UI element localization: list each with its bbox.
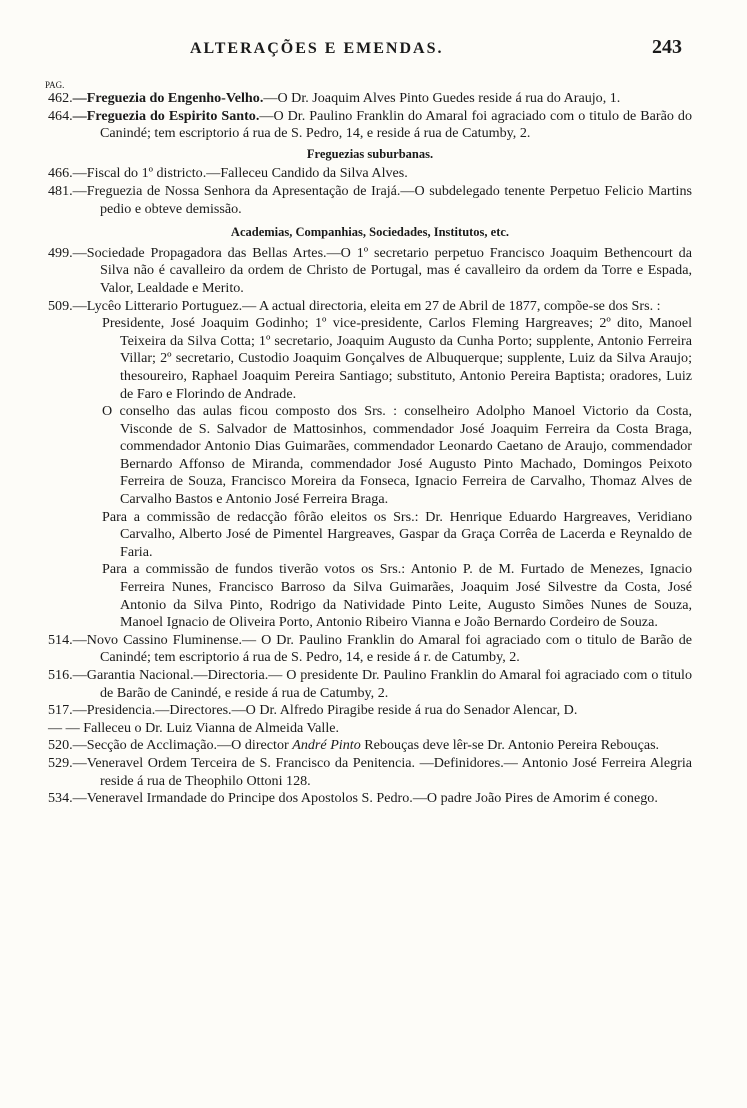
entry-509-funds: Para a commissão de fundos tiverão votos os Srs.: Antonio P. de M. Furtado de Menezes, Ignacio Ferreira Nunes, Francisco Barroso da Silva Guimarães, Joaquim José Silvestre da Costa, José Antonio da Silva Pinto, Rodrigo da Natividade Pinto Leite, Augusto Simões Nunes de Souza, Manoel Ignacio de Oliveira Porto, Antonio Ribeiro Vianna e João Bernardo Cordeiro de Souza.	[102, 561, 692, 631]
entry-509-directory: Presidente, José Joaquim Godinho; 1º vice-presidente, Carlos Fleming Hargreaves; 2º dito, Manoel Teixeira da Silva Cotta; 1º secretario, Joaquim Augusto da Cunha Porto; supplente, Antonio Ferreira Villar; 2º secretario, Custodio Joaquim Gonçalves de Albuquerque; supplente, Luiz da Silva Araujo; thesoureiro, Raphael Joaquim Pereira Santiago; substituto, Antonio Pereira Baptista; oradores, Luiz de Faro e Florindo de Andrade.	[102, 315, 692, 402]
entry-499: 499.—Sociedade Propagadora das Bellas Artes.—O 1º secretario perpetuo Francisco Joaquim Bethencourt da Silva não é cavalleiro da ordem de Christo de Portugal, mas é cavalleiro da ordem da Torre e Espada, Valor, Lealdade e Merito.	[48, 244, 692, 296]
entry-514: 514.—Novo Cassino Fluminense.— O Dr. Paulino Franklin do Amaral foi agraciado com o titulo de Barão de Canindé; tem escriptorio á rua de S. Pedro, 14, e reside á r. de Catumby, 2.	[48, 631, 693, 666]
entry-509: 509.—Lycêo Litterario Portuguez.— A actual directoria, eleita em 27 de Abril de 1877, compõe-se dos Srs. :	[48, 297, 661, 314]
entry-481: 481.—Freguezia de Nossa Senhora da Apresentação de Irajá.—O subdelegado tenente Perpetuo Felicio Martins pedio e obteve demissão.	[48, 182, 692, 217]
entry-509-redaction: Para a commissão de redacção fôrão eleitos os Srs.: Dr. Henrique Eduardo Hargreaves, Veridiano Carvalho, Alberto José de Pimentel Hargreaves, Gaspar da Graça Corrêa de Lacerda e Reynaldo de Faria.	[102, 508, 692, 560]
entry-516: 516.—Garantia Nacional.—Directoria.— O presidente Dr. Paulino Franklin do Amaral foi agraciado com o titulo de Barão de Canindé, e reside á rua de Catumby, 2.	[48, 667, 692, 701]
entry-466: 466.—Fiscal do 1º districto.—Falleceu Candido da Silva Alves.	[48, 165, 408, 182]
entry-462: 462.—Freguezia do Engenho-Velho.—O Dr. Joaquim Alves Pinto Guedes reside á rua do Araujo, 1.	[48, 90, 621, 106]
pag-label: PAG.	[45, 80, 65, 90]
header-title: ALTERAÇÕES E EMENDAS.	[190, 40, 444, 57]
entry-534: 534.—Veneravel Irmandade do Principe dos Apostolos S. Pedro.—O padre João Pires de Amorim é conego.	[48, 790, 658, 807]
entry-517: 517.—Presidencia.—Directores.—O Dr. Alfredo Piragibe reside á rua do Senador Alencar, D.	[48, 702, 578, 719]
document-body	[48, 90, 692, 808]
entry-520: 520.—Secção de Acclimação.—O director André Pinto Rebouças deve lêr-se Dr. Antonio Pereira Rebouças.	[48, 737, 660, 754]
entry-517-note: — — Falleceu o Dr. Luiz Vianna de Almeida Valle.	[48, 719, 340, 736]
page-number: 243	[652, 36, 682, 58]
section-heading-suburbanas: Freguezias suburbanas.	[306, 146, 434, 161]
entry-464: 464.—Freguezia do Espirito Santo.—O Dr. Paulino Franklin do Amaral foi agraciado com o titulo de Barão do Canindé; tem escriptorio á rua de S. Pedro, 14, e reside á rua de Catumby, 2.	[48, 107, 693, 142]
entry-529: 529.—Veneravel Ordem Terceira de S. Francisco da Penitencia. —Definidores.— Antonio José Ferreira Alegria reside á rua de Theophilo Ottoni 128.	[48, 754, 692, 789]
entry-509-council: O conselho das aulas ficou composto dos Srs. : conselheiro Adolpho Manoel Victorio da Costa, Visconde de S. Salvador de Mattosinhos, commendador José Joaquim Ferreira da Costa Braga, commendador Antonio Dias Guimarães, commendador Leonardo Caetano de Araujo, commendador Bernardo Affonso de Miranda, commendador José Augusto Pinto Machado, Domingos Peixoto Ferreira de Souza, Francisco Moreira da Fonseca, Ignacio Ferreira de Carvalho, Thomaz Alves de Carvalho Bastos e Antonio José Ferreira Braga.	[102, 403, 692, 508]
running-header	[190, 36, 682, 58]
section-heading-academias: Academias, Companhias, Sociedades, Institutos, etc.	[230, 225, 510, 240]
